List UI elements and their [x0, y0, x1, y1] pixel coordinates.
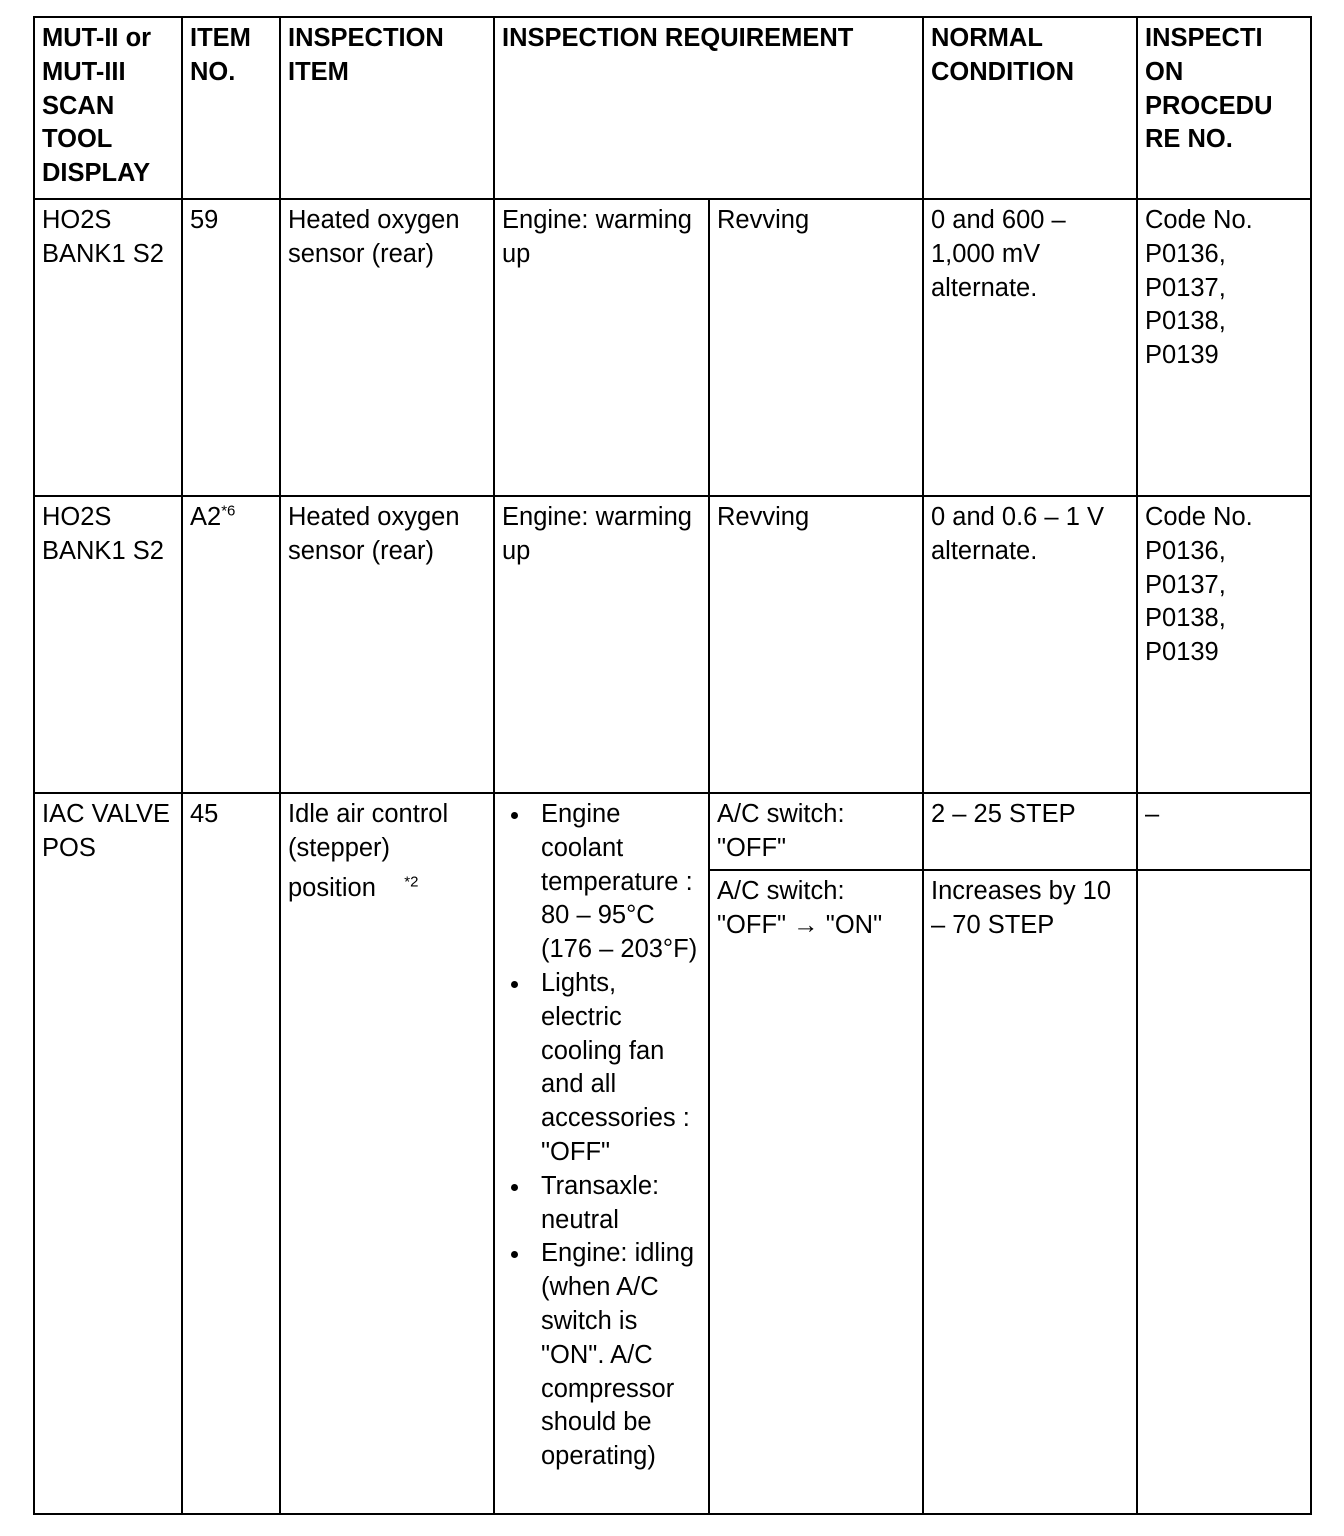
inspection-item-note: *2	[404, 873, 419, 891]
item-no-cell	[182, 199, 280, 496]
normal-cell: 0 and 0.6 – 1 V alternate.	[923, 496, 1137, 793]
table-row	[34, 199, 1311, 496]
item-no-cell	[182, 496, 280, 793]
header-inspection-item: INSPECTION ITEM	[280, 17, 494, 199]
item-no: 59	[190, 206, 219, 234]
item-no: A2	[190, 503, 222, 531]
list-item: Engine coolant temperature : 80 – 95°C (176 – 203°F)	[541, 798, 701, 967]
requirement-cell: Engine: warming up	[494, 199, 709, 496]
condition-cell: Revving	[709, 496, 923, 793]
requirement-list	[503, 798, 701, 1474]
item-note: *6	[221, 502, 236, 520]
normal-cell: 0 and 600 – 1,000 mV alternate.	[923, 199, 1137, 496]
inspection-item-cell: Heated oxygen sensor (rear)	[280, 496, 494, 793]
condition-cell: A/C switch: "OFF" → "ON"	[709, 870, 923, 1514]
inspection-item-cell	[280, 793, 494, 1514]
condition-cell: A/C switch: "OFF"	[709, 793, 923, 870]
inspection-item-text-2: position	[288, 873, 376, 902]
display-cell: IAC VALVE POS	[34, 793, 182, 1514]
procedure-cell	[1137, 870, 1311, 1514]
table-row	[34, 496, 1311, 793]
procedure-cell: Code No. P0136, P0137, P0138, P0139	[1137, 496, 1311, 793]
header-procedure-no: INSPECTI ON PROCEDU RE NO.	[1137, 17, 1311, 199]
display-cell: HO2S BANK1 S2	[34, 496, 182, 793]
list-item: Lights, electric cooling fan and all accessories : "OFF"	[541, 967, 701, 1170]
item-no-cell: 45	[182, 793, 280, 1514]
display-cell: HO2S BANK1 S2	[34, 199, 182, 496]
procedure-cell: –	[1137, 793, 1311, 870]
normal-cell: 2 – 25 STEP	[923, 793, 1137, 870]
requirement-cell	[494, 793, 709, 1514]
list-item: Engine: idling (when A/C switch is "ON". A/C compressor should be operating)	[541, 1237, 701, 1474]
header-normal-condition: NORMAL CONDITION	[923, 17, 1137, 199]
requirement-cell: Engine: warming up	[494, 496, 709, 793]
condition-cell: Revving	[709, 199, 923, 496]
header-inspection-requirement: INSPECTION REQUIREMENT	[494, 17, 923, 199]
header-row	[34, 17, 1311, 199]
procedure-cell: Code No. P0136, P0137, P0138, P0139	[1137, 199, 1311, 496]
normal-cell: Increases by 10 – 70 STEP	[923, 870, 1137, 1514]
table-row	[34, 793, 1311, 870]
list-item: Transaxle: neutral	[541, 1170, 701, 1238]
inspection-item-text: Idle air control (stepper)	[288, 800, 449, 862]
header-item-no: ITEM NO.	[182, 17, 280, 199]
inspection-table	[33, 16, 1312, 1515]
header-display: MUT-II or MUT-III SCAN TOOL DISPLAY	[34, 17, 182, 199]
inspection-item-cell: Heated oxygen sensor (rear)	[280, 199, 494, 496]
